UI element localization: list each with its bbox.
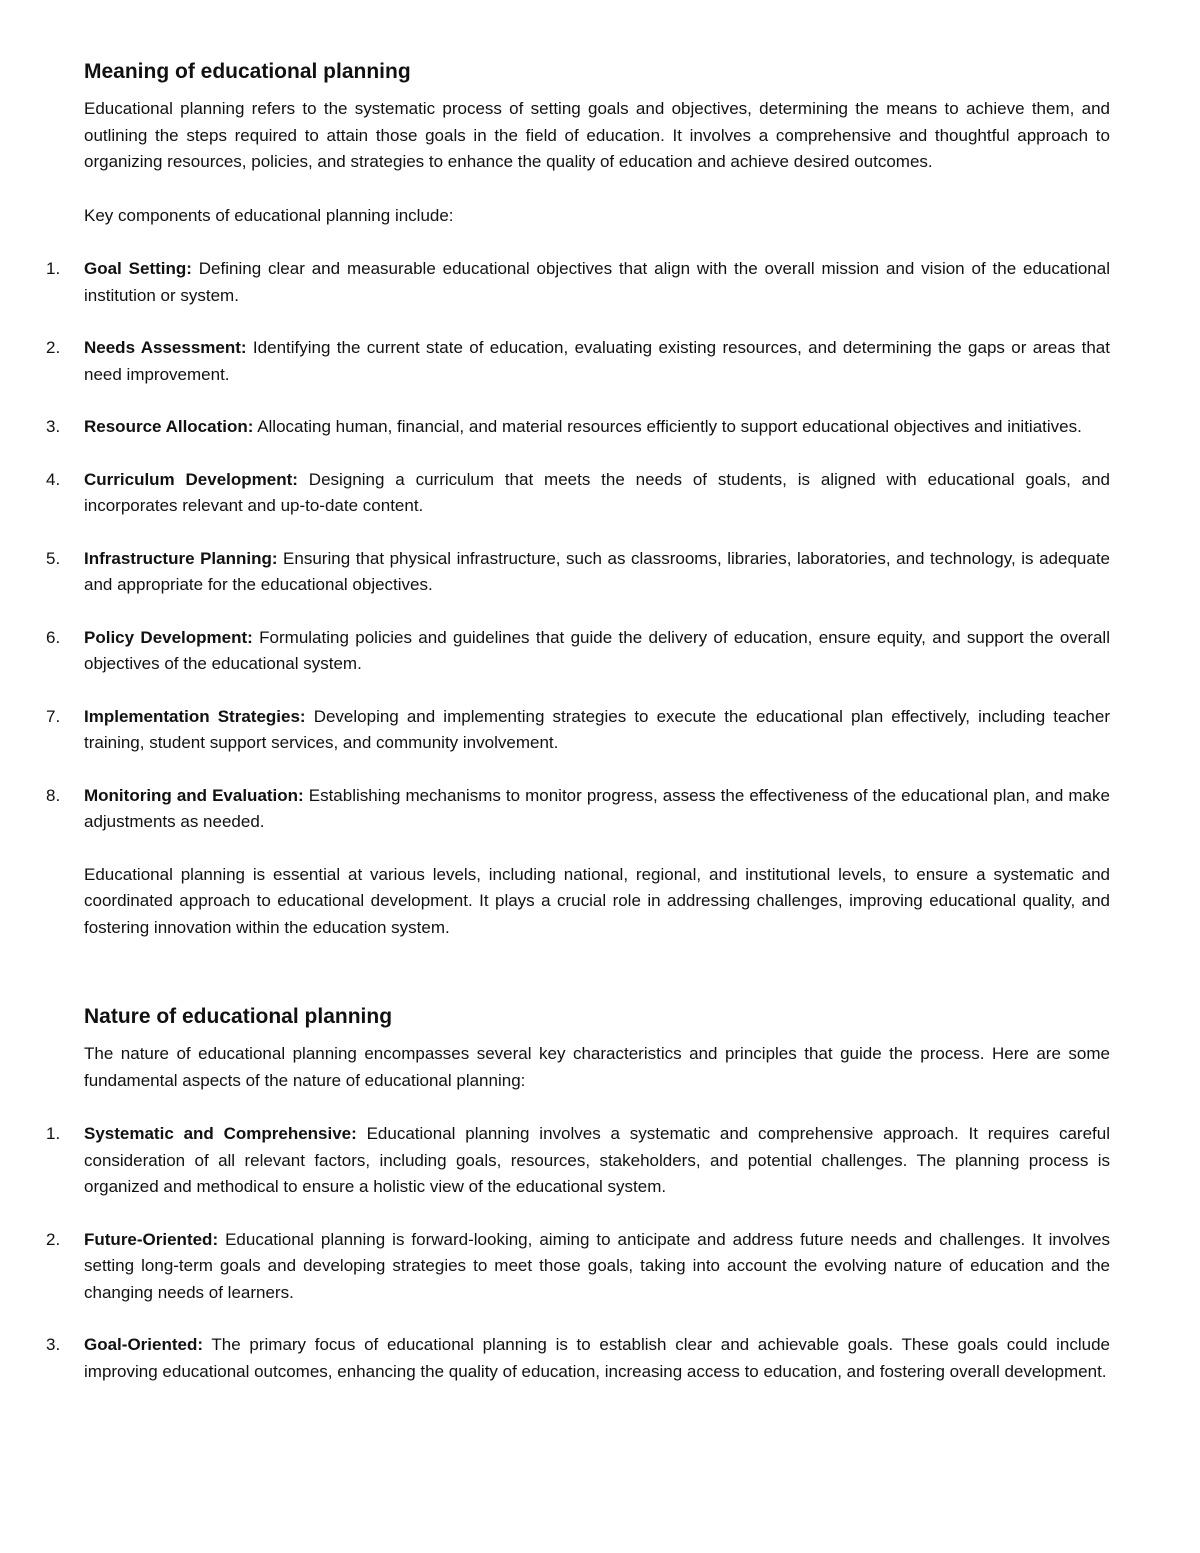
list-term: Systematic and Comprehensive: [84,1124,357,1143]
section1-intro: Educational planning refers to the systematic process of setting goals and objectives, determining the means to achieve them, and outlining the steps required to attain those goals in the field of education. It involves a comprehensive and thoughtful approach to organizing resources, policies, and strategies to enhance the quality of education and achieve desired outcomes. [84,99,1110,171]
section1-list [46,256,1111,836]
list-item [46,256,1110,309]
list-number: 4. [46,469,61,489]
section2-lead: The nature of educational planning encompasses several key characteristics and principles that guide the process. Here are some fundamental aspects of the nature of educational planning: [84,1044,1110,1090]
list-term: Monitoring and Evaluation: [84,785,304,805]
list-item [46,783,1110,836]
list-text: Identifying the current state of education, evaluating existing resources, and determining the gaps or areas that need improvement. [84,338,1110,384]
section2-list [46,1121,1110,1385]
list-item [46,414,1110,441]
list-number: 1. [46,259,61,278]
list-text: Designing a curriculum that meets the needs of students, is aligned with educational goals, and incorporates relevant and up-to-date content. [84,469,1111,515]
list-text: Developing and implementing strategies to execute the educational plan effectively, including teacher training, student support services, and community involvement. [84,706,1110,752]
list-text: Ensuring that physical infrastructure, such as classrooms, libraries, laboratories, and technology, is adequate and appropriate for the educational objectives. [84,548,1110,594]
list-text: Defining clear and measurable educational objectives that align with the overall mission and vision of the educational institution or system. [84,259,1110,305]
list-item [46,1332,1110,1385]
list-number: 2. [46,338,61,357]
list-term: Future-Oriented: [84,1229,219,1249]
list-number: 3. [46,1335,61,1354]
list-term: Implementation Strategies: [84,706,306,726]
list-number: 1. [46,1124,61,1143]
section1-heading: Meaning of educational planning [84,60,411,83]
list-term: Needs Assessment: [84,338,247,357]
list-term: Curriculum Development: [84,469,298,489]
list-text: Educational planning involves a systematic and comprehensive approach. It requires careful consideration of all relevant factors, including goals, resources, stakeholders, and potential challenges. The planning process is organized and methodical to ensure a holistic view of the educational system. [84,1124,1110,1196]
list-number: 7. [46,706,61,726]
list-term: Goal Setting: [84,259,192,278]
list-number: 5. [46,548,61,568]
list-text: The primary focus of educational planning is to establish clear and achievable goals. These goals could include improving educational outcomes, enhancing the quality of education, increasing access to education, and fostering overall development. [84,1335,1110,1381]
list-term: Resource Allocation: [84,417,254,436]
list-item [46,704,1110,757]
list-item [46,625,1110,678]
list-text: Allocating human, financial, and material resources efficiently to support educational objectives and initiatives. [253,417,1082,436]
list-item [46,1227,1110,1307]
section1-lead: Key components of educational planning include: [84,205,454,225]
section1-closing: Educational planning is essential at various levels, including national, regional, and institutional levels, to ensure a systematic and coordinated approach to educational development. It plays a crucial role in addressing challenges, improving educational quality, and fostering innovation within the education system. [84,864,1110,937]
list-number: 3. [46,417,61,436]
list-term: Policy Development: [84,627,253,647]
list-item [46,1121,1110,1201]
list-text: Formulating policies and guidelines that guide the delivery of education, ensure equity, and support the overall objectives of the educational system. [84,627,1110,673]
list-term: Infrastructure Planning: [84,548,278,568]
list-text: Establishing mechanisms to monitor progress, assess the effectiveness of the educational plan, and make adjustments as needed. [84,785,1110,831]
list-item [46,335,1110,388]
list-item [46,546,1110,599]
list-text: Educational planning is forward-looking, aiming to anticipate and address future needs and challenges. It involves setting long-term goals and developing strategies to meet those goals, taking into account the evolving nature of education and the changing needs of learners. [84,1229,1110,1302]
list-number: 2. [46,1229,61,1249]
section2-heading: Nature of educational planning [84,1005,393,1028]
list-item [46,467,1111,520]
list-number: 8. [46,785,61,805]
list-number: 6. [46,627,61,647]
list-term: Goal-Oriented: [84,1335,204,1354]
